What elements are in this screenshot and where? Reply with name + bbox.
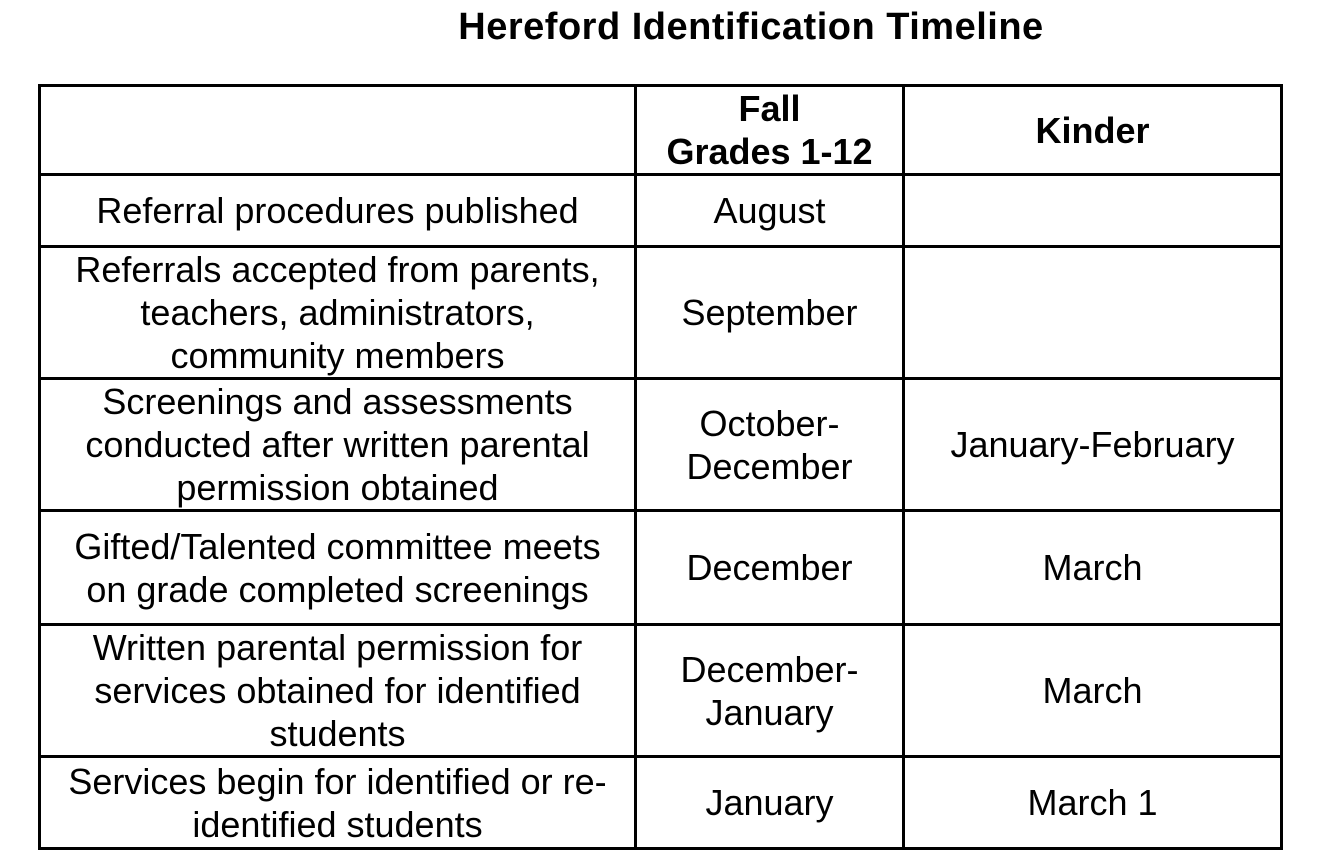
activity-header <box>40 86 636 175</box>
table-row <box>40 625 1282 757</box>
table-row <box>40 511 1282 625</box>
fall-cell: December <box>636 511 904 625</box>
kinder-cell: March <box>904 625 1282 757</box>
kinder-cell: January-February <box>904 379 1282 511</box>
fall-cell: October-December <box>636 379 904 511</box>
kinder-cell: March <box>904 511 1282 625</box>
fall-header-line1: Fall <box>738 88 801 129</box>
activity-cell: Referrals accepted from parents, teachers, administrators, community members <box>40 247 636 379</box>
fall-grades-header <box>636 86 904 175</box>
timeline-table-container <box>38 84 1283 850</box>
fall-cell: January <box>636 757 904 849</box>
activity-cell: Referral procedures published <box>40 175 636 247</box>
page-title: Hereford Identification Timeline <box>458 6 1044 48</box>
activity-cell: Services begin for identified or re-identified students <box>40 757 636 849</box>
kinder-cell <box>904 175 1282 247</box>
fall-cell: December-January <box>636 625 904 757</box>
table-row <box>40 757 1282 849</box>
table-row <box>40 247 1282 379</box>
table-row <box>40 175 1282 247</box>
fall-cell: August <box>636 175 904 247</box>
activity-cell: Written parental permission for services obtained for identified students <box>40 625 636 757</box>
table-row <box>40 379 1282 511</box>
kinder-cell <box>904 247 1282 379</box>
table-header-row <box>40 86 1282 175</box>
activity-cell: Screenings and assessments conducted after written parental permission obtained <box>40 379 636 511</box>
kinder-cell: March 1 <box>904 757 1282 849</box>
kinder-header: Kinder <box>904 86 1282 175</box>
activity-cell: Gifted/Talented committee meets on grade completed screenings <box>40 511 636 625</box>
fall-cell: September <box>636 247 904 379</box>
timeline-table <box>38 84 1283 850</box>
fall-header-line2: Grades 1-12 <box>666 131 873 172</box>
